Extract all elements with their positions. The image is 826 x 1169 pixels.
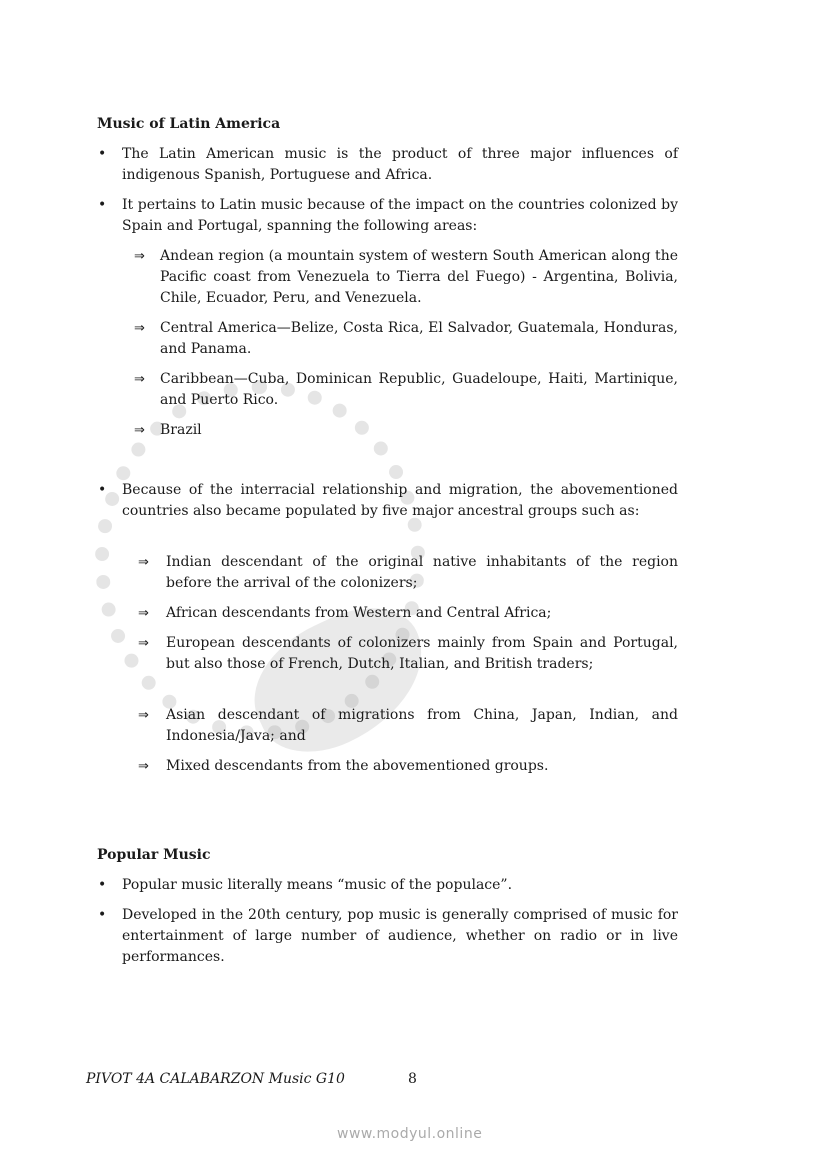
arrow-icon: ⇒: [134, 321, 145, 336]
group-item: [138, 633, 678, 675]
group-item: [138, 552, 678, 594]
bullet-icon: •: [98, 197, 107, 213]
bullet-text: Popular music literally means “music of the populace”.: [122, 877, 513, 893]
section-heading-latin-america: Music of Latin America: [97, 116, 281, 132]
bullet-item: [98, 480, 678, 522]
section-heading-popular-music: Popular Music: [97, 847, 211, 863]
area-item: [134, 318, 678, 360]
bullet-icon: •: [98, 907, 107, 923]
area-text: Brazil: [160, 422, 202, 438]
bullet-item: [98, 875, 678, 896]
arrow-icon: ⇒: [134, 372, 145, 387]
bullet-item: [98, 905, 678, 968]
group-item: [138, 603, 678, 624]
bullet-icon: •: [98, 877, 107, 893]
area-item: [134, 246, 678, 309]
area-text: Andean region (a mountain system of western South American along the Pacific coast from Venezuela to Tierra del Fuego) - Argentina, Bolivia, Chile, Ecuador, Peru, and Venezuela.: [160, 248, 678, 306]
bullet-text: Because of the interracial relationship and migration, the abovementioned countries also became populated by five major ancestral groups such as:: [122, 482, 678, 519]
group-text: African descendants from Western and Central Africa;: [166, 605, 552, 621]
arrow-icon: ⇒: [138, 606, 149, 621]
bullet-icon: •: [98, 482, 107, 498]
area-item: [134, 420, 678, 441]
bullet-icon: •: [98, 146, 107, 162]
arrow-icon: ⇒: [138, 708, 149, 723]
group-text: European descendants of colonizers mainly from Spain and Portugal, but also those of French, Dutch, Italian, and British traders;: [166, 635, 678, 672]
arrow-icon: ⇒: [138, 759, 149, 774]
bullet-text: The Latin American music is the product of three major influences of indigenous Spanish, Portuguese and Africa.: [122, 146, 678, 183]
group-item: [138, 756, 678, 777]
bullet-text: It pertains to Latin music because of the impact on the countries colonized by Spain and Portugal, spanning the following areas:: [122, 197, 678, 234]
bullet-item: [98, 144, 678, 186]
arrow-icon: ⇒: [138, 555, 149, 570]
footer-title: PIVOT 4A CALABARZON Music G10: [86, 1071, 345, 1087]
group-item: [138, 705, 678, 747]
bullet-text: Developed in the 20th century, pop music is generally comprised of music for entertainment of large number of audience, whether on radio or in live performances.: [122, 907, 678, 965]
arrow-icon: ⇒: [134, 249, 145, 264]
watermark-url: www.modyul.online: [337, 1126, 483, 1142]
area-text: Central America—Belize, Costa Rica, El Salvador, Guatemala, Honduras, and Panama.: [160, 320, 678, 357]
arrow-icon: ⇒: [134, 423, 145, 438]
arrow-icon: ⇒: [138, 636, 149, 651]
area-item: [134, 369, 678, 411]
group-text: Asian descendant of migrations from China, Japan, Indian, and Indonesia/Java; and: [166, 707, 678, 744]
area-text: Caribbean—Cuba, Dominican Republic, Guadeloupe, Haiti, Martinique, and Puerto Rico.: [160, 371, 678, 408]
bullet-item: [98, 195, 678, 237]
group-text: Mixed descendants from the abovementioned groups.: [166, 758, 549, 774]
group-text: Indian descendant of the original native inhabitants of the region before the arrival of the colonizers;: [166, 554, 678, 591]
page-number: 8: [408, 1071, 417, 1087]
